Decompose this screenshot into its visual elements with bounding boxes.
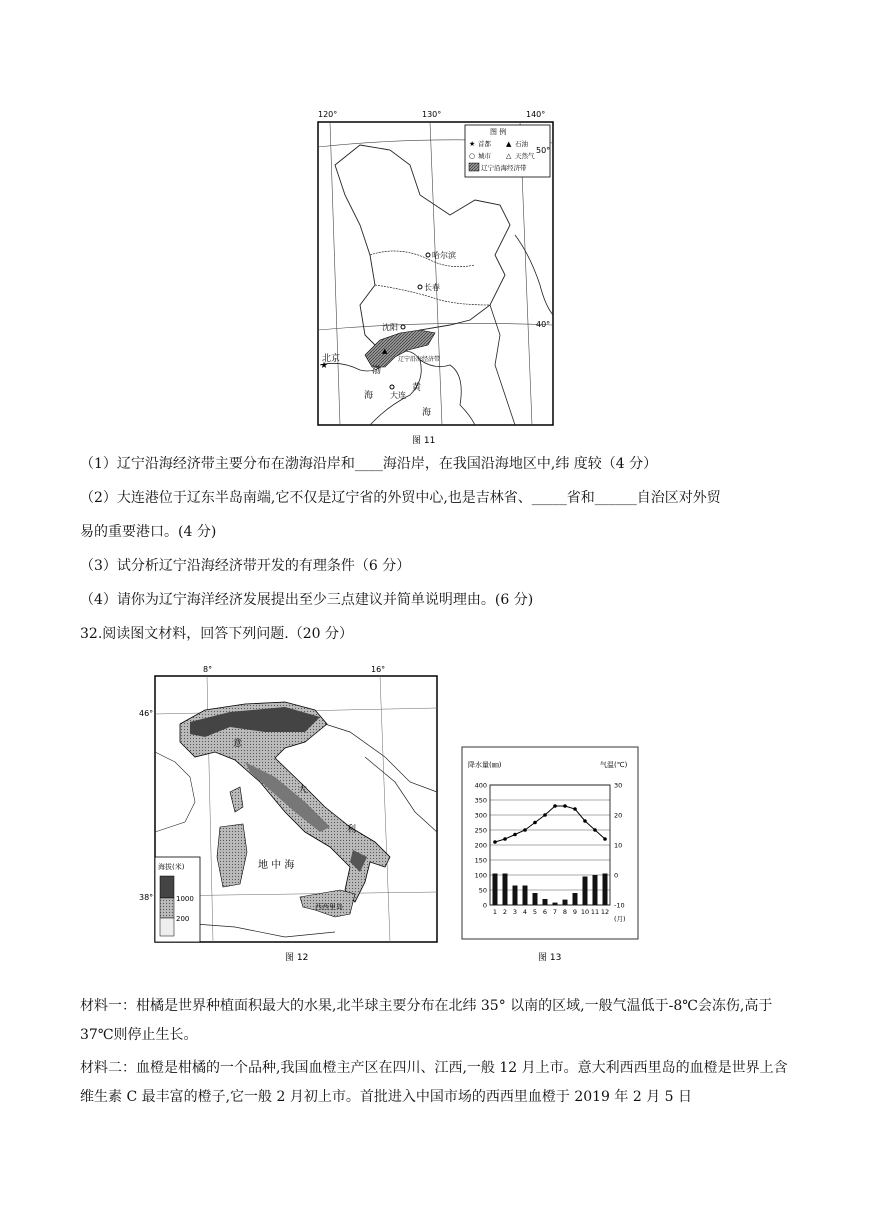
month-label: 8 [562,908,568,916]
precip-bar [573,893,578,905]
precip-bar [553,903,558,905]
temp-point [553,804,557,808]
temp-point [603,837,607,841]
month-label: 9 [572,908,578,916]
island-label: 西西里岛 [315,903,343,911]
country-label: 意 [233,739,243,749]
svg-text:★: ★ [320,361,329,371]
precip-tick-label: 400 [474,781,487,790]
temp-point [583,819,587,823]
month-label: 4 [522,908,528,916]
svg-text:首都: 首都 [478,140,491,148]
svg-text:★: ★ [469,140,476,148]
precip-bar [603,874,608,906]
sea-label: 黄 [412,383,422,393]
city-label: 沈阳 [382,323,398,332]
month-label: 6 [542,908,548,916]
month-label: 1 [492,908,498,916]
lon-label: 120° [318,110,338,119]
precip-bar [593,875,598,905]
temp-tick-label: 10 [614,841,623,850]
sea-label: 海 [364,391,374,401]
temp-point [563,804,567,808]
month-label: 11 [590,908,600,916]
lat-label: 40° [536,320,551,329]
precip-tick-label: 100 [474,871,487,880]
precip-tick-label: 50 [478,886,487,895]
svg-text:△: △ [506,152,512,160]
month-label: 3 [512,908,518,916]
svg-text:辽宁沿海经济带: 辽宁沿海经济带 [481,164,527,172]
sea-label: 海 [422,408,432,418]
right-axis-label: 气温(℃) [600,761,628,769]
month-label: 5 [532,908,538,916]
city-label: 大连 [390,391,406,400]
lat-label: 38° [139,893,154,902]
svg-text:图 例: 图 例 [490,128,507,136]
figure-12 [135,662,445,967]
country-label: 大 [298,785,308,795]
x-unit-label: (月) [614,915,626,923]
precip-tick-label: 200 [474,841,487,850]
temp-tick-label: 30 [614,781,623,790]
precip-bar [563,900,568,905]
lon-label: 130° [422,110,442,119]
lat-label: 46° [139,709,154,718]
temp-point [523,828,527,832]
precip-bar [513,886,518,906]
city-label: 北京 [322,354,341,364]
temp-point [543,813,547,817]
country-label: 利 [347,825,357,835]
precip-bar [583,877,588,906]
sea-label: 渤 [372,366,382,376]
question-3: （3）试分析辽宁沿海经济带开发的有理条件（6 分） [80,558,411,574]
material-1: 材料一：柑橘是世界种植面积最大的水果,北半球主要分布在北纬 35° 以南的区域,一般气温低于-8℃会冻伤,高于 37℃则停止生长。 [80,998,773,1043]
precip-bar [523,886,528,906]
temp-point [533,821,537,825]
lon-label: 16° [371,665,386,674]
sea-label: 地 中 海 [258,860,295,871]
svg-text:辽宁沿海经济带: 辽宁沿海经济带 [398,356,441,363]
svg-text:海拔(米): 海拔(米) [158,863,185,871]
month-label: 12 [600,908,610,916]
figure-caption: 图 13 [538,953,562,963]
figure-caption: 图 12 [285,953,309,963]
figure-caption: 图 11 [412,436,436,446]
svg-text:▲: ▲ [382,347,388,355]
svg-text:○: ○ [469,152,476,160]
temp-point [503,837,507,841]
question-4: （4）请你为辽宁海洋经济发展提出至少三点建议并简单说明理由。(6 分) [80,592,534,608]
question-32: 32.阅读图文材料，回答下列问题.（20 分） [80,626,353,642]
material-2: 材料二：血橙是柑橘的一个品种,我国血橙主产区在四川、江西,一般 12 月上市。意大利西西里岛的血橙是世界上含维生素 C 最丰富的橙子,它一般 2 月初上市。首批进入中国市场的西西里血橙于 2019 年 2 月 5 日 [80,1060,788,1105]
svg-text:石油: 石油 [515,140,528,148]
temp-tick-label: 20 [614,811,623,820]
figure-11 [300,105,560,450]
month-label: 7 [552,908,558,916]
city-label: 长春 [424,283,440,292]
question-2-cont: 易的重要港口。(4 分) [80,524,217,540]
temp-point [593,828,597,832]
city-label: 哈尔滨 [432,251,456,260]
chart-frame [462,747,638,939]
precip-tick-label: 300 [474,811,487,820]
lon-label: 140° [526,110,546,119]
temp-tick-label: 0 [614,871,619,880]
precip-bar [503,874,508,906]
lon-label: 8° [203,665,213,674]
lat-label: 50° [536,146,551,155]
precip-bar [533,893,538,905]
left-axis-label: 降水量(㎜) [468,761,502,769]
precip-tick-label: 0 [482,901,487,910]
precip-tick-label: 150 [474,856,487,865]
svg-text:1000: 1000 [176,895,194,903]
svg-text:200: 200 [176,915,190,923]
precip-bar [543,899,548,905]
question-2: （2）大连港位于辽东半岛南端,它不仅是辽宁省的外贸中心,也是吉林省、_____省和______自治区对外贸 [80,490,721,506]
precip-tick-label: 350 [474,796,487,805]
svg-text:城市: 城市 [478,152,491,160]
svg-text:天然气: 天然气 [515,152,535,160]
temp-point [493,840,497,844]
question-1: （1）辽宁沿海经济带主要分布在渤海沿岸和____海沿岸，在我国沿海地区中,纬 度较（4 分） [80,456,658,472]
temp-point [573,807,577,811]
temp-point [513,833,517,837]
month-label: 10 [580,908,590,916]
month-label: 2 [502,908,508,916]
svg-text:▲: ▲ [506,140,512,148]
precip-tick-label: 250 [474,826,487,835]
precip-bar [493,874,498,906]
temp-tick-label: -10 [614,901,625,910]
figure-13 [460,745,640,970]
